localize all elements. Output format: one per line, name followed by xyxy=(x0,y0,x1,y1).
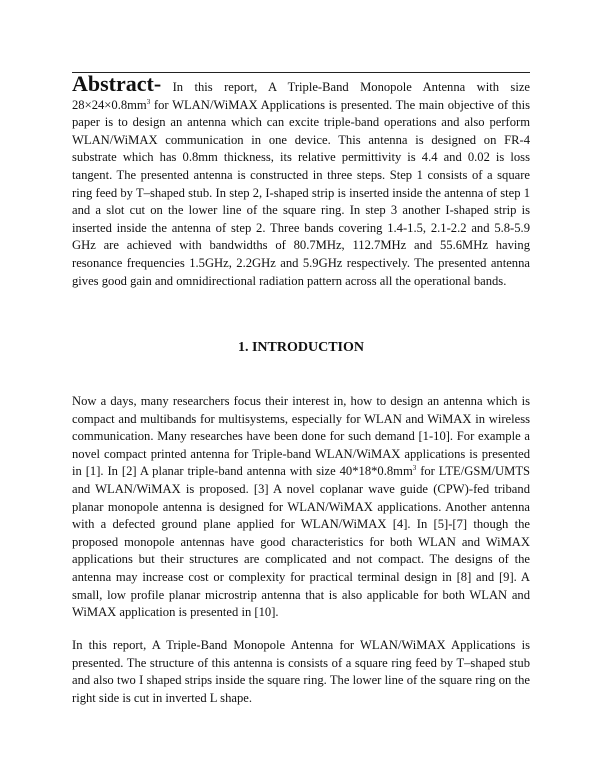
abstract-text-b: for WLAN/WiMAX Applications is presented. The main objective of this paper is to design an antenna which can excite triple-band operations and also perform WLAN/WiMAX communication in one device. This antenna is designed on FR-4 substrate which has 0.8mm thickness, its relative permittivity is 4.4 and 0.02 is loss tangent. The presented antenna is constructed in three steps. Step 1 consists of a square ring feed by T–shaped stub. In step 2, I-shaped strip is inserted inside the antenna of step 1 and a slot cut on the lower line of the square ring. In step 3 another I-shaped strip is inserted inside the antenna of step 2. Three bands covering 1.4-1.5, 2.1-2.2 and 5.8-5.9 GHz are achieved with bandwidths of 80.7MHz, 112.7MHz and 55.6MHz having resonance frequencies 1.5GHz, 2.2GHz and 5.9GHz respectively. The presented antenna gives good gain and omnidirectional radiation pattern across all the operational bands. xyxy=(72,97,530,288)
abstract-paragraph xyxy=(72,71,530,290)
intro-p1-superscript: 3 xyxy=(412,464,417,473)
intro-paragraph-1 xyxy=(72,393,530,622)
abstract-text-a: In this report, A Triple-Band Monopole Antenna with size 28×24×0.8mm xyxy=(72,80,530,112)
intro-paragraph-2: In this report, A Triple-Band Monopole Antenna for WLAN/WiMAX Applications is presented. The structure of this antenna is consists of a square ring feed by T–shaped stub and also two I shaped strips inside the square ring. The lower line of the square ring on the right side is cut in inverted L shape. xyxy=(72,638,530,705)
intro-p1-text-b: for LTE/GSM/UMTS and WLAN/WiMAX is proposed. [3] A novel coplanar wave guide (CPW)-fed triband planar monopole antenna is designed for WLAN/WiMAX applications. Another antenna with a defected ground plane applied for WLAN/WiMAX [4]. In [5]-[7] though the proposed monopole antennas have good characteristics for both WLAN and WiMAX applications but their structures are complicated and not compact. The designs of the antenna may increase cost or complexity for practical terminal design in [8] and [9]. A small, low profile planar microstrip antenna that is also applicable for both WLAN and WiMAX application is presented in [10]. xyxy=(72,464,531,620)
intro-p1-text-a: Now a days, many researchers focus their interest in, how to design an antenna which is compact and multibands for multisystems, especially for WLAN and WiMAX in wireless communication. Many researches have been done for such demand [1-10]. For example a novel compact printed antenna for Triple-band WLAN/WiMAX applications is presented in [1]. In [2] A planar triple-band antenna with size 40*18*0.8mm xyxy=(72,394,530,479)
abstract-superscript: 3 xyxy=(146,97,151,106)
abstract-heading: Abstract- xyxy=(72,71,162,96)
section-heading: 1. INTRODUCTION xyxy=(237,340,364,355)
